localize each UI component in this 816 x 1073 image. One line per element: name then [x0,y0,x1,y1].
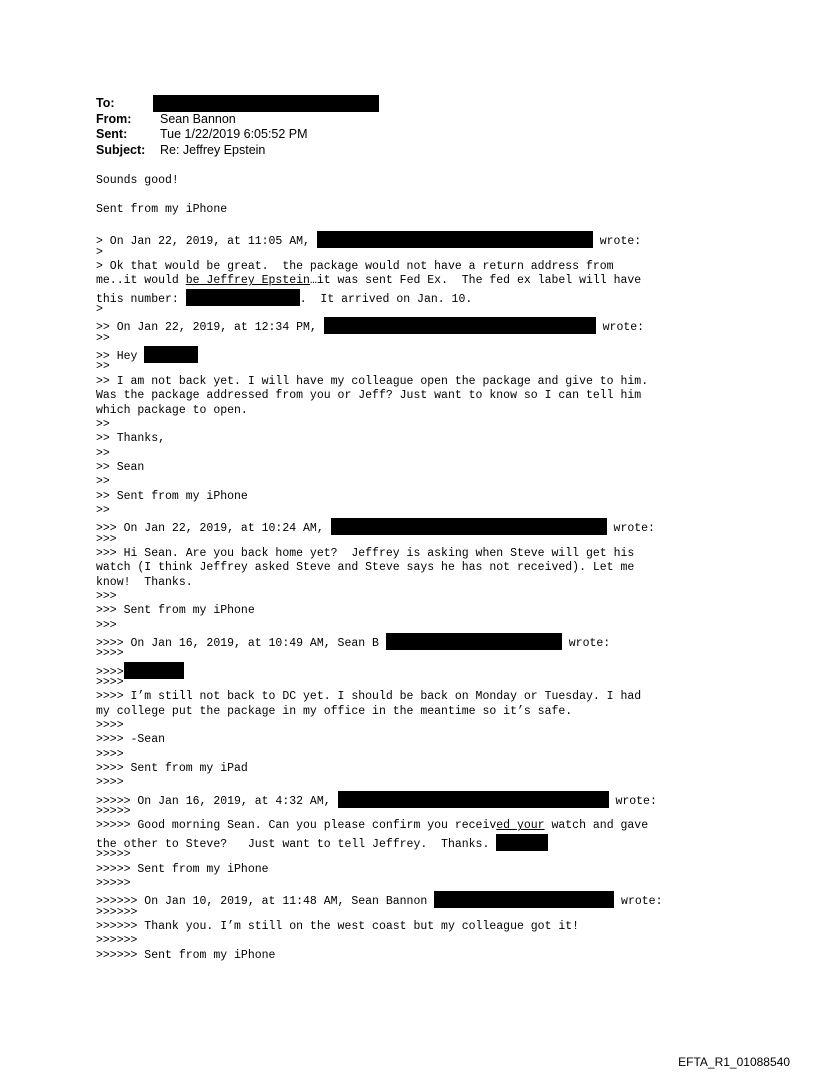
quote-header-text: >>>> On Jan 16, 2019, at 10:49 AM, Sean B [96,637,386,650]
body-line: Was the package addressed from you or Jeff? Just want to know so I can tell him [96,389,642,403]
body-text-underlined: ed your [496,819,545,833]
body-line: >>>>>> [96,905,138,919]
body-text: . It arrived on Jan. 10. [299,292,473,306]
sent-value: Tue 1/22/2019 6:05:52 PM [160,127,308,141]
body-line: >>>>>> Sent from my iPhone [96,948,276,962]
subject-row [96,143,308,159]
body-line: >> I am not back yet. I will have my colleague open the package and give to him. [96,374,649,388]
body-line: >>> [96,532,117,546]
body-line: >> [96,331,110,345]
quote-header-wrote: wrote: [606,522,655,536]
body-line [96,819,756,833]
body-line: Sounds good! [96,174,179,187]
body-line: > [96,245,103,259]
body-line: >>>>> [96,805,131,819]
body-line [96,274,756,288]
body-line [96,289,756,306]
body-line: > [96,303,103,317]
body-line: >> Sean [96,460,145,474]
body-line: > Ok that would be great. the package would not have a return address from [96,260,614,274]
body-line [96,834,756,851]
body-line: >>>>> Sent from my iPhone [96,862,269,876]
from-value: Sean Bannon [160,111,236,126]
blank-line [96,188,756,202]
quote-header-line [96,791,756,808]
body-line: >>>>> [96,848,131,862]
from-label: From: [96,111,132,126]
body-line: >>>> [96,719,124,733]
body-line: watch (I think Jeffrey asked Steve and Steve says he has not received). Let me [96,561,635,575]
quote-header-text: >>>>>> On Jan 10, 2019, at 11:48 AM, Sean Bannon [96,895,435,909]
body-line: my college put the package in my office in the meantime so it’s safe. [96,704,573,718]
body-line: >>>> [96,747,124,761]
to-row [96,96,308,112]
quote-header-line [96,231,756,249]
quote-header-wrote: wrote: [592,235,642,249]
sent-label: Sent: [96,127,128,141]
body-line: Sent from my iPhone [96,202,228,216]
quote-header-line [96,317,756,335]
body-line: >> Thanks, [96,432,166,446]
body-line: >> [96,417,110,431]
quote-header-wrote: wrote: [614,895,663,909]
quote-header-text: >> On Jan 22, 2019, at 12:34 PM, [96,321,324,335]
body-line: >> [96,360,110,374]
blank-line [96,217,756,231]
quote-header-wrote: wrote: [595,321,645,335]
quote-header-line [96,518,756,536]
body-line: >>>>>> Thank you. I’m still on the west coast but my colleague got it! [96,919,580,933]
body-text: >>>> [96,665,124,679]
body-line: >> [96,503,110,517]
body-text: this number: [96,292,186,306]
body-line: >> [96,475,110,489]
subject-label: Subject: [96,142,146,157]
quote-header-text: >>>>> On Jan 16, 2019, at 4:32 AM, [96,794,338,808]
sent-row [96,127,308,143]
quote-header-text: > On Jan 22, 2019, at 11:05 AM, [96,235,317,249]
body-line: >>> [96,589,117,603]
body-text: …it was sent Fed Ex. The fed ex label will have [309,274,642,288]
document-id: EFTA_R1_01088540 [678,1055,790,1069]
body-line: >>>> [96,647,124,661]
body-line: >> [96,446,110,460]
body-text: watch and gave [544,819,649,833]
body-line: >>> Sent from my iPhone [96,604,255,618]
body-text: me..it would [96,274,186,288]
quote-header-wrote: wrote: [561,637,611,650]
quote-header-line [96,633,756,650]
body-text: the other to Steve? Just want to tell Jeffrey. Thanks. [96,837,497,851]
body-text-underlined: be Jeffrey Epstein [185,274,310,288]
quote-header-wrote: wrote: [608,794,657,808]
body-line: >>>> Sent from my iPad [96,762,248,776]
body-line: know! Thanks. [96,575,193,589]
quote-header-text: >>> On Jan 22, 2019, at 10:24 AM, [96,522,331,536]
email-body [96,174,756,963]
body-line [96,662,756,679]
body-line: >>>> [96,676,124,690]
body-line: >>>> I’m still not back to DC yet. I should be back on Monday or Tuesday. I had [96,690,642,704]
body-text: >> Hey [96,350,145,364]
body-line: >>>>>> [96,934,138,948]
quote-header-line [96,891,756,909]
body-line: >>>> [96,776,124,790]
to-label: To: [96,96,115,110]
from-row [96,112,308,128]
body-line: >>> [96,618,117,632]
subject-value: Re: Jeffrey Epstein [160,142,266,157]
body-text: >>>>> Good morning Sean. Can you please confirm you receiv [96,819,497,833]
body-line: >> Sent from my iPhone [96,489,248,503]
body-line: >>>>> [96,876,131,890]
body-line: >>>> -Sean [96,733,166,747]
body-line: >>> Hi Sean. Are you back home yet? Jeffrey is asking when Steve will get his [96,546,635,560]
email-header [96,96,308,158]
redaction-box [153,95,379,112]
body-line: which package to open. [96,403,248,417]
body-line [96,346,756,364]
